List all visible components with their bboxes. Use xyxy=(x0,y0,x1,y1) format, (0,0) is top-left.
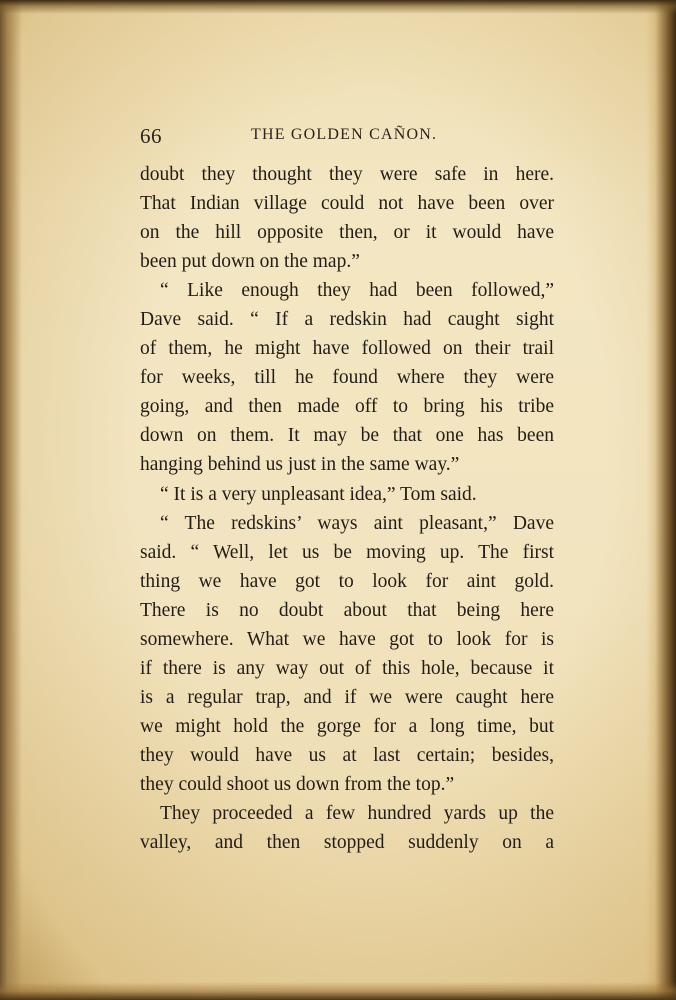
text-line: somewhere. What we have got to look for is xyxy=(140,628,554,650)
text-line: they could shoot us down from the top.” xyxy=(140,773,455,795)
text-line: we might hold the gorge for a long time, but xyxy=(140,715,554,737)
text-line: going, and then made off to bring his tribe xyxy=(140,396,554,418)
text-line: is a regular trap, and if we were caught here xyxy=(140,686,554,708)
text-line: thing we have got to look for aint gold. xyxy=(140,570,554,592)
text-line: “ The redskins’ ways aint pleasant,” Dave xyxy=(160,512,554,534)
text-line: if there is any way out of this hole, because it xyxy=(140,657,554,679)
text-line: “ Like enough they had been followed,” xyxy=(160,280,554,302)
text-line: hanging behind us just in the same way.” xyxy=(140,454,460,476)
text-line: said. “ Well, let us be moving up. The first xyxy=(140,541,554,563)
text-line: down on them. It may be that one has been xyxy=(140,425,554,447)
page-top-edge xyxy=(0,0,676,14)
text-line: “ It is a very unpleasant idea,” Tom said. xyxy=(160,483,477,505)
text-line: valley, and then stopped suddenly on a xyxy=(140,832,554,854)
text-line: That Indian village could not have been over xyxy=(140,193,554,215)
running-header xyxy=(140,124,556,150)
text-line: been put down on the map.” xyxy=(140,251,360,273)
running-title: THE GOLDEN CAÑON. xyxy=(251,126,438,143)
body-text xyxy=(140,160,554,857)
text-line: There is no doubt about that being here xyxy=(140,599,554,621)
text-line: Dave said. “ If a redskin had caught sight xyxy=(140,309,554,331)
text-line: They proceeded a few hundred yards up the xyxy=(160,803,554,825)
text-line: on the hill opposite then, or it would have xyxy=(140,222,554,244)
text-line: doubt they thought they were safe in here. xyxy=(140,164,554,185)
page-right-edge xyxy=(646,0,676,1000)
page-left-edge xyxy=(0,0,22,1000)
text-line: of them, he might have followed on their trail xyxy=(140,338,554,360)
page-bottom-edge xyxy=(0,982,676,1000)
text-line: for weeks, till he found where they were xyxy=(140,367,554,389)
text-line: they would have us at last certain; besides, xyxy=(140,744,554,766)
page-number: 66 xyxy=(140,124,162,148)
